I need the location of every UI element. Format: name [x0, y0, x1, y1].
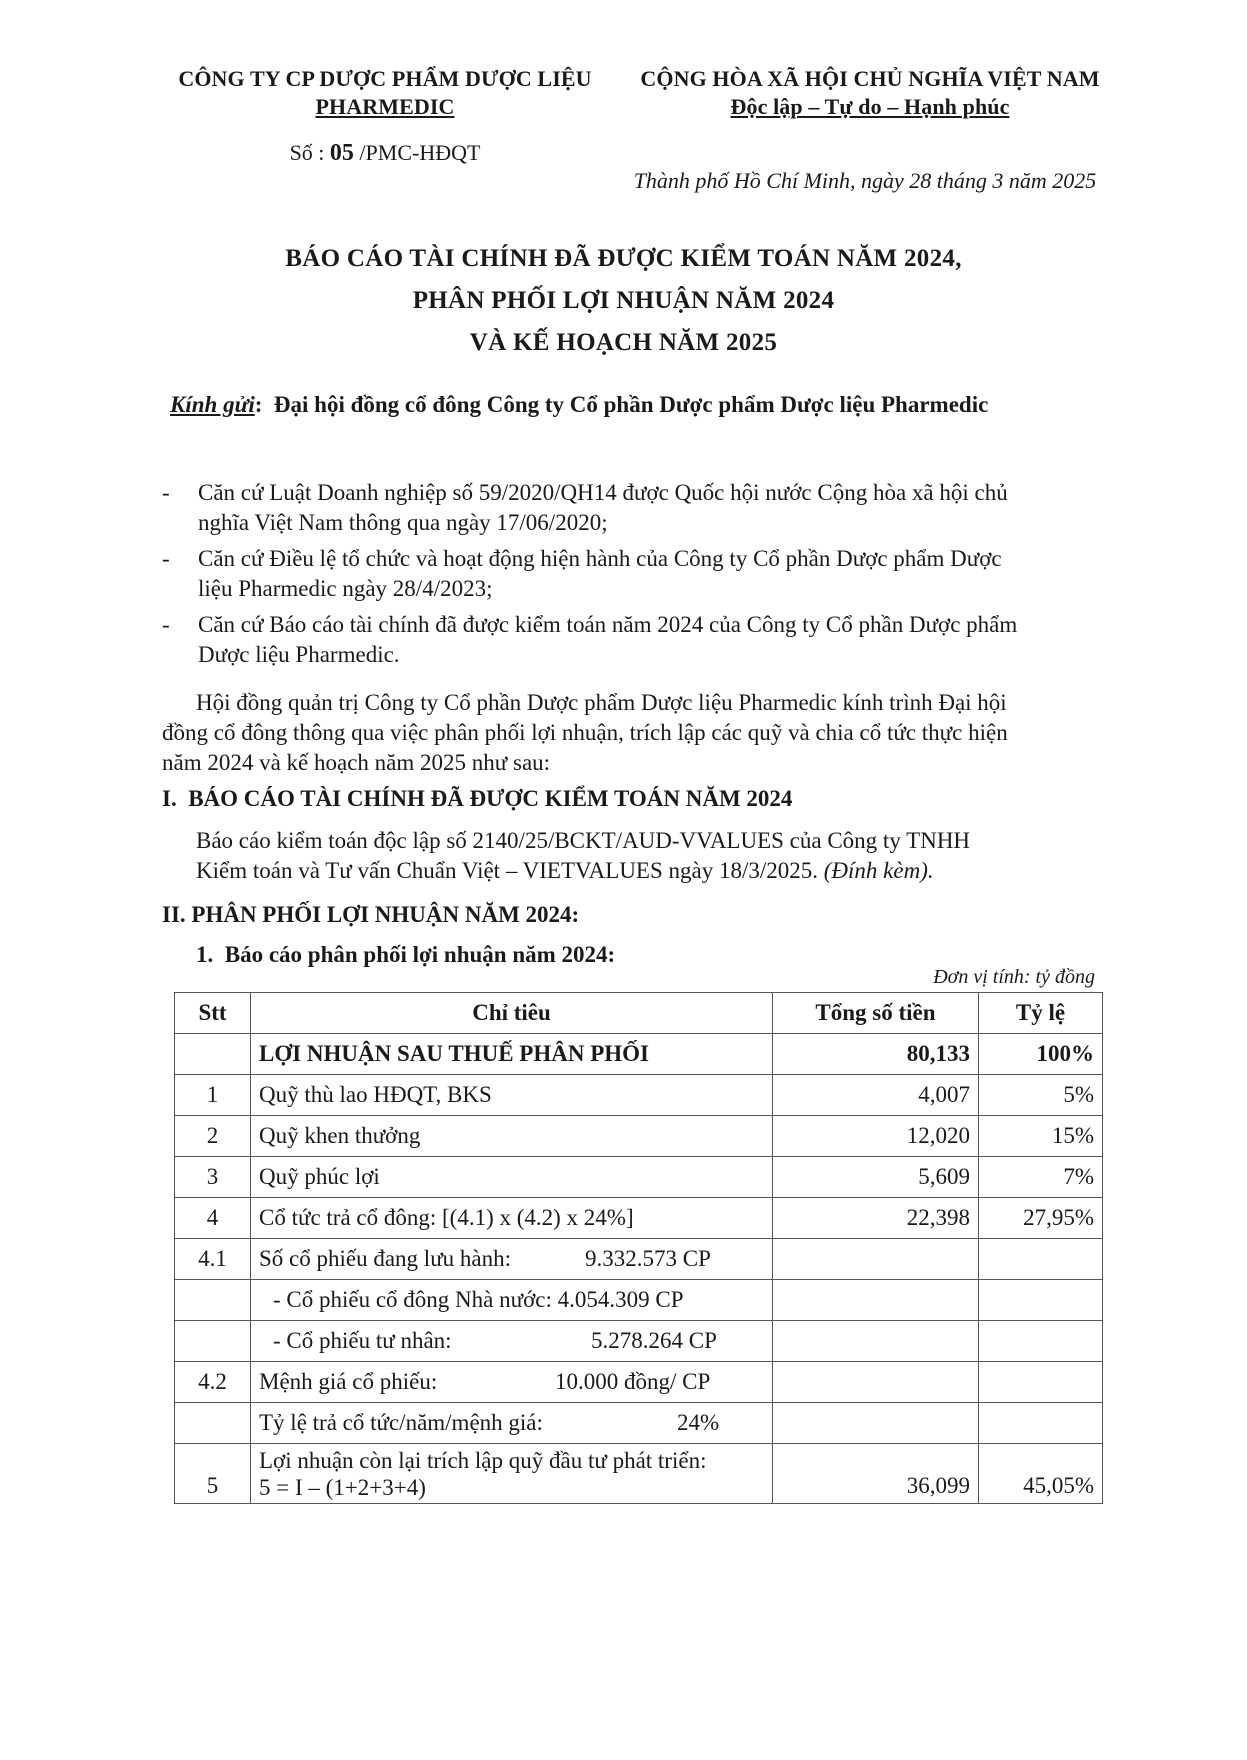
shares-cell — [251, 1239, 773, 1280]
row-ratio: 5% — [979, 1075, 1103, 1116]
basis-line1: Căn cứ Báo cáo tài chính đã được kiểm toán năm 2024 của Công ty Cổ phần Dược phẩm — [198, 612, 1018, 637]
header-ratio: Tỷ lệ — [979, 993, 1103, 1034]
section1-line1: Báo cáo kiểm toán độc lập số 2140/25/BCKT/AUD-VVALUES của Công ty TNHH — [196, 828, 971, 853]
title-line3: VÀ KẾ HOẠCH NĂM 2025 — [469, 329, 778, 356]
state-shares-value: 4.054.309 CP — [557, 1287, 684, 1312]
intro-line1: Hội đồng quản trị Công ty Cổ phần Dược phẩm Dược liệu Pharmedic kính trình Đại hội — [196, 690, 1007, 715]
row-stt: 1 — [175, 1075, 251, 1116]
doc-number-prefix: Số : — [289, 140, 330, 165]
addressee-colon: : — [254, 392, 263, 417]
header-item: Chỉ tiêu — [251, 993, 773, 1034]
nation-header — [620, 66, 1120, 120]
basis-line2: liệu Pharmedic ngày 28/4/2023; — [198, 576, 493, 601]
table-row — [175, 1157, 1103, 1198]
private-shares-label: - Cổ phiếu tư nhân: — [273, 1328, 452, 1353]
row-amount: 22,398 — [773, 1198, 979, 1239]
addressee-text: Đại hội đồng cổ đông Công ty Cổ phần Dược phẩm Dược liệu Pharmedic — [273, 392, 989, 417]
private-shares-cell — [251, 1321, 773, 1362]
retained-line1: Lợi nhuận còn lại trích lập quỹ đầu tư phát triển: — [259, 1447, 707, 1473]
row-amount: 4,007 — [773, 1075, 979, 1116]
table-row — [175, 1075, 1103, 1116]
total-ratio: 100% — [979, 1034, 1103, 1075]
basis-dash: - — [162, 480, 170, 505]
private-shares-value: 5.278.264 CP — [591, 1328, 717, 1353]
basis-dash: - — [162, 546, 170, 571]
shares-stt: 4.1 — [175, 1239, 251, 1280]
intro-line3: năm 2024 và kế hoạch năm 2025 như sau: — [162, 750, 551, 775]
table-header-row — [175, 993, 1103, 1034]
par-value: 10.000 đồng/ CP — [555, 1369, 711, 1394]
section1-heading: I. BÁO CÁO TÀI CHÍNH ĐÃ ĐƯỢC KIỂM TOÁN NĂM 2024 — [162, 786, 793, 811]
section2-subheading: 1. Báo cáo phân phối lợi nhuận năm 2024: — [196, 942, 616, 967]
retained-ratio: 45,05% — [979, 1444, 1103, 1504]
section1-body — [196, 826, 1116, 886]
profit-distribution-table — [174, 992, 1103, 1504]
retained-amount: 36,099 — [773, 1444, 979, 1504]
intro-paragraph — [162, 688, 1112, 778]
header-stt: Stt — [175, 993, 251, 1034]
row-ratio: 15% — [979, 1116, 1103, 1157]
basis-line1: Căn cứ Luật Doanh nghiệp số 59/2020/QH14 được Quốc hội nước Cộng hòa xã hội chủ — [198, 480, 1008, 505]
row-stt: 3 — [175, 1157, 251, 1198]
row-ratio: 7% — [979, 1157, 1103, 1198]
legal-bases — [162, 478, 1102, 670]
title-line1: BÁO CÁO TÀI CHÍNH ĐÃ ĐƯỢC KIỂM TOÁN NĂM 2024, — [285, 245, 962, 272]
addressee — [170, 392, 988, 418]
table-row-private-shares — [175, 1321, 1103, 1362]
row-amount: 5,609 — [773, 1157, 979, 1198]
intro-line2: đồng cổ đông thông qua việc phân phối lợi nhuận, trích lập các quỹ và chia cổ tức thực hiện — [162, 720, 1008, 745]
unit-note: Đơn vị tính: tỷ đồng — [933, 966, 1095, 988]
rate-cell — [251, 1403, 773, 1444]
shares-label: Số cổ phiếu đang lưu hành: — [259, 1246, 512, 1271]
company-name-line2: PHARMEDIC — [315, 94, 455, 119]
table-total-row — [175, 1034, 1103, 1075]
total-amount: 80,133 — [773, 1034, 979, 1075]
document-number — [140, 140, 630, 167]
table-row — [175, 1116, 1103, 1157]
table-row-shares — [175, 1239, 1103, 1280]
row-stt: 4 — [175, 1198, 251, 1239]
place-date: Thành phố Hồ Chí Minh, ngày 28 tháng 3 năm 2025 — [633, 168, 1097, 193]
section2-heading: II. PHÂN PHỐI LỢI NHUẬN NĂM 2024: — [162, 902, 580, 927]
basis-item — [162, 478, 1102, 538]
motto: Độc lập – Tự do – Hạnh phúc — [730, 94, 1010, 119]
rate-value: 24% — [677, 1410, 720, 1435]
total-item: LỢI NHUẬN SAU THUẾ PHÂN PHỐI — [251, 1034, 773, 1075]
rate-label: Tỷ lệ trả cổ tức/năm/mệnh giá: — [259, 1410, 543, 1435]
shares-value: 9.332.573 CP — [585, 1246, 711, 1271]
total-stt — [175, 1034, 251, 1075]
par-cell — [251, 1362, 773, 1403]
basis-line1: Căn cứ Điều lệ tổ chức và hoạt động hiện hành của Công ty Cổ phần Dược phẩm Dược — [198, 546, 1002, 571]
row-item: Cổ tức trả cổ đông: [(4.1) x (4.2) x 24%] — [251, 1198, 773, 1239]
company-name-line1: CÔNG TY CP DƯỢC PHẨM DƯỢC LIỆU — [178, 66, 592, 91]
basis-line2: nghĩa Việt Nam thông qua ngày 17/06/2020; — [198, 510, 608, 535]
table-row — [175, 1198, 1103, 1239]
retained-line2: 5 = I – (1+2+3+4) — [259, 1474, 426, 1500]
par-label: Mệnh giá cổ phiếu: — [259, 1369, 438, 1394]
basis-dash: - — [162, 612, 170, 637]
retained-cell — [251, 1444, 773, 1504]
nation-title: CỘNG HÒA XÃ HỘI CHỦ NGHĨA VIỆT NAM — [640, 66, 1100, 91]
addressee-label: Kính gửi — [170, 392, 255, 417]
table-row-par — [175, 1362, 1103, 1403]
basis-item — [162, 544, 1102, 604]
header-amount: Tổng số tiền — [773, 993, 979, 1034]
par-stt: 4.2 — [175, 1362, 251, 1403]
table-row-retained — [175, 1444, 1103, 1504]
row-item: Quỹ thù lao HĐQT, BKS — [251, 1075, 773, 1116]
row-amount: 12,020 — [773, 1116, 979, 1157]
company-name — [140, 66, 630, 120]
row-ratio: 27,95% — [979, 1198, 1103, 1239]
row-stt: 2 — [175, 1116, 251, 1157]
doc-number-suffix: /PMC-HĐQT — [353, 140, 481, 165]
row-item: Quỹ khen thưởng — [251, 1116, 773, 1157]
section1-line2: Kiểm toán và Tư vấn Chuẩn Việt – VIETVALUES ngày 18/3/2025. — [196, 858, 819, 883]
basis-item — [162, 610, 1102, 670]
section1-line2-wrap — [196, 856, 1116, 886]
title-line2: PHÂN PHỐI LỢI NHUẬN NĂM 2024 — [412, 287, 835, 314]
doc-number-value: 05 — [329, 140, 354, 166]
table-row-state-shares — [175, 1280, 1103, 1321]
basis-line2: Dược liệu Pharmedic. — [198, 642, 400, 667]
document-title — [100, 238, 1147, 364]
retained-stt: 5 — [175, 1444, 251, 1504]
table-row-dividend-rate — [175, 1403, 1103, 1444]
state-shares-cell — [251, 1280, 773, 1321]
section1-attach: (Đính kèm). — [823, 858, 934, 883]
row-item: Quỹ phúc lợi — [251, 1157, 773, 1198]
state-shares-label: - Cổ phiếu cổ đông Nhà nước: — [273, 1287, 552, 1312]
